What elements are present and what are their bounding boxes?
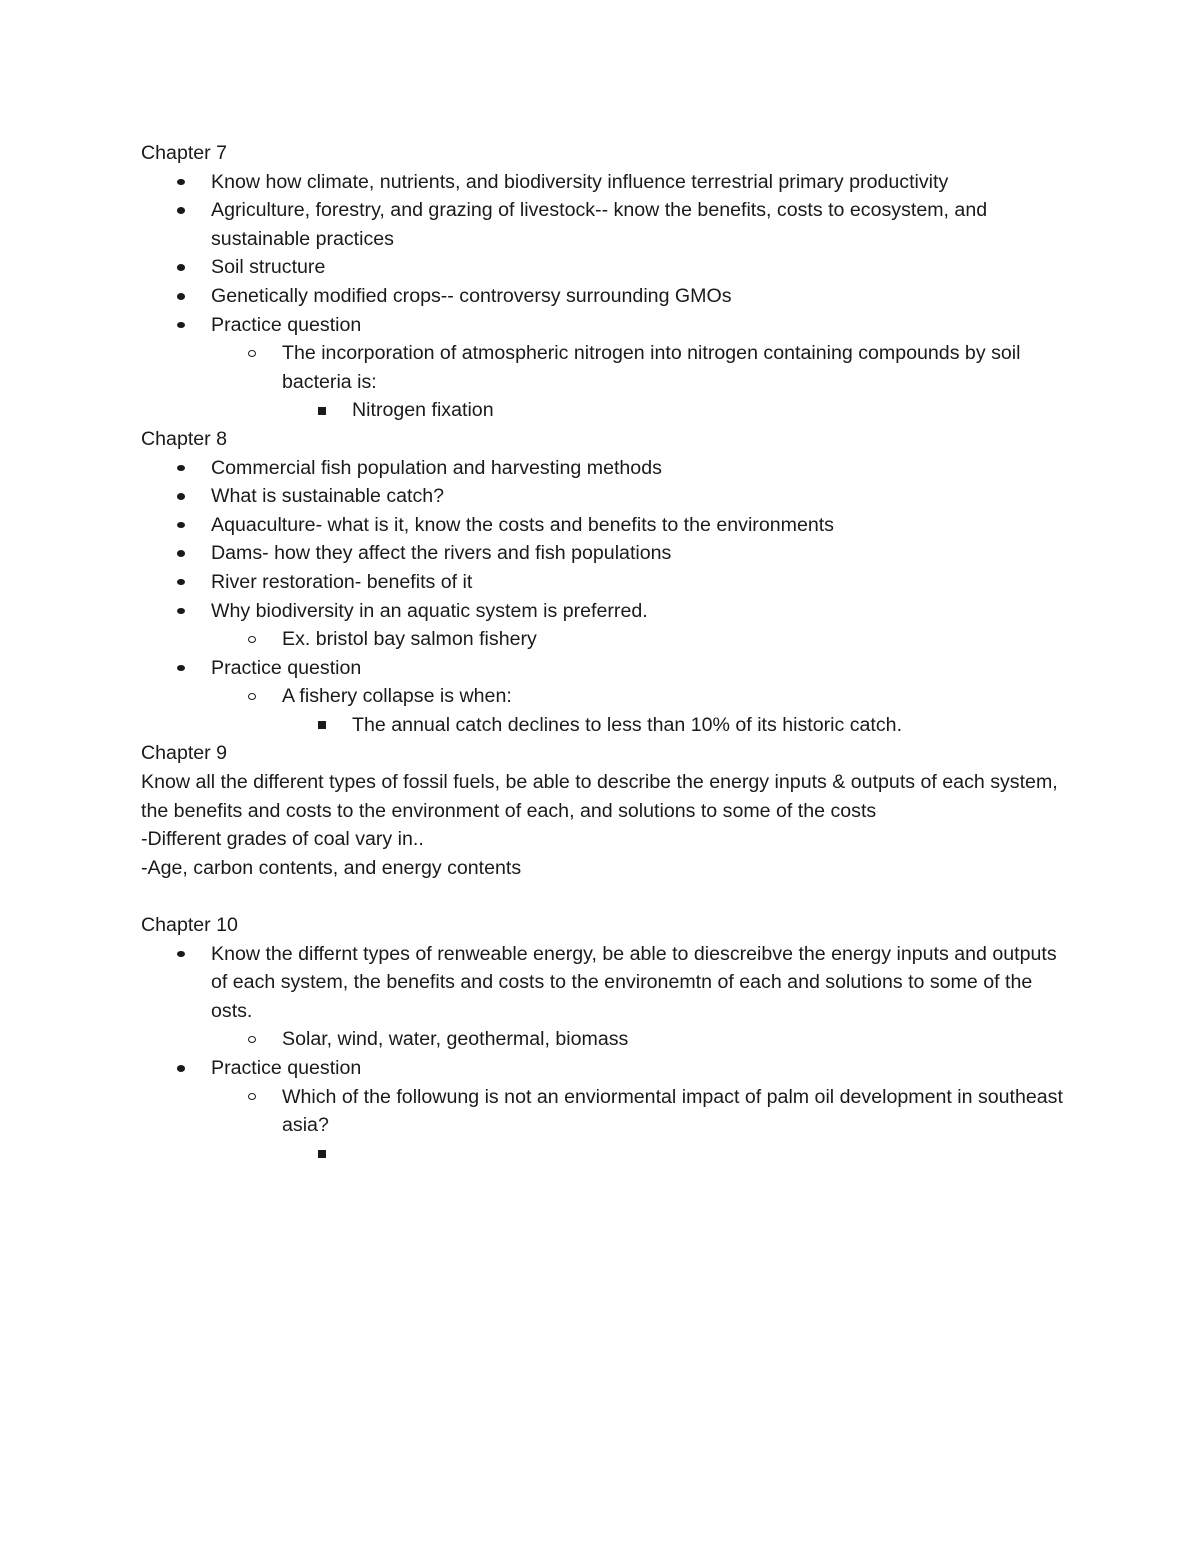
chapter-10-list (141, 940, 1071, 1026)
chapter-10-question-list (141, 1083, 1071, 1140)
chapter-8-answer-list (141, 711, 1071, 740)
chapter-7-heading: Chapter 7 (141, 142, 228, 164)
list-item: Practice question (141, 311, 1071, 340)
bullet-disc-icon (177, 282, 185, 311)
list-item: Dams- how they affect the rivers and fish populations (141, 539, 1071, 568)
chapter-7-answer-list (141, 396, 1071, 425)
list-item: Practice question (141, 1054, 1071, 1083)
list-item: Agriculture, forestry, and grazing of livestock-- know the benefits, costs to ecosystem, and sustainable practices (141, 196, 1071, 253)
chapter-9-note-1: -Different grades of coal vary in.. (141, 828, 424, 851)
chapter-7-list (141, 168, 1071, 340)
list-item: Know how climate, nutrients, and biodiversity influence terrestrial primary productivity (141, 168, 1071, 197)
bullet-circle-icon (248, 682, 256, 711)
list-item: River restoration- benefits of it (141, 568, 1071, 597)
chapter-8-question-list (141, 682, 1071, 711)
bullet-disc-icon (177, 568, 185, 597)
bullet-disc-icon (177, 482, 185, 511)
bullet-disc-icon (177, 196, 185, 225)
bullet-circle-icon (248, 1083, 256, 1112)
example-item: Ex. bristol bay salmon fishery (141, 625, 1071, 654)
bullet-square-icon (318, 711, 326, 740)
practice-question: A fishery collapse is when: (141, 682, 1071, 711)
chapter-10-answer-list (141, 1140, 1071, 1169)
list-item: Know the differnt types of renweable energy, be able to diescreibve the energy inputs and outputs of each system, the benefits and costs to the environemtn of each and solutions to some of the osts. (141, 940, 1071, 1026)
bullet-circle-icon (248, 625, 256, 654)
chapter-8-heading: Chapter 8 (141, 427, 228, 450)
bullet-circle-icon (248, 1025, 256, 1054)
practice-question: The incorporation of atmospheric nitrogen into nitrogen containing compounds by soil bacteria is: (141, 339, 1071, 396)
practice-answer: The annual catch declines to less than 10% of its historic catch. (141, 711, 1071, 740)
chapter-10-practice-list (141, 1054, 1071, 1083)
empty-answer (141, 1140, 1071, 1169)
practice-question: Which of the followung is not an enviormental impact of palm oil development in southeast asia? (141, 1083, 1071, 1140)
list-item: Aquaculture- what is it, know the costs and benefits to the environments (141, 511, 1071, 540)
list-item: What is sustainable catch? (141, 482, 1071, 511)
list-item: Soil structure (141, 253, 1071, 282)
list-item: Genetically modified crops-- controversy surrounding GMOs (141, 282, 1071, 311)
bullet-disc-icon (177, 511, 185, 540)
document-page (141, 139, 1071, 1168)
bullet-disc-icon (177, 940, 185, 969)
chapter-8-example-list (141, 625, 1071, 654)
chapter-9-paragraph: Know all the different types of fossil fuels, be able to describe the energy inputs & outputs of each system, the benefits and costs to the environment of each, and solutions to some of the costs (141, 771, 1064, 822)
sub-item: Solar, wind, water, geothermal, biomass (141, 1025, 1071, 1054)
bullet-disc-icon (177, 1054, 185, 1083)
blank-line (141, 882, 1071, 911)
bullet-circle-icon (248, 339, 256, 368)
bullet-disc-icon (177, 654, 185, 683)
chapter-8-list (141, 454, 1071, 626)
chapter-10-sub-list (141, 1025, 1071, 1054)
chapter-9-note-2: -Age, carbon contents, and energy contents (141, 856, 522, 879)
bullet-disc-icon (177, 454, 185, 483)
bullet-disc-icon (177, 539, 185, 568)
bullet-disc-icon (177, 253, 185, 282)
list-item: Practice question (141, 654, 1071, 683)
bullet-square-icon (318, 1140, 326, 1169)
bullet-disc-icon (177, 168, 185, 197)
chapter-7-question-list (141, 339, 1071, 396)
chapter-9-heading: Chapter 9 (141, 742, 228, 765)
bullet-disc-icon (177, 597, 185, 626)
chapter-10-heading: Chapter 10 (141, 914, 238, 937)
practice-answer: Nitrogen fixation (141, 396, 1071, 425)
list-item: Commercial fish population and harvesting methods (141, 454, 1071, 483)
bullet-square-icon (318, 396, 326, 425)
bullet-disc-icon (177, 311, 185, 340)
list-item: Why biodiversity in an aquatic system is preferred. (141, 597, 1071, 626)
chapter-8-practice-list (141, 654, 1071, 683)
